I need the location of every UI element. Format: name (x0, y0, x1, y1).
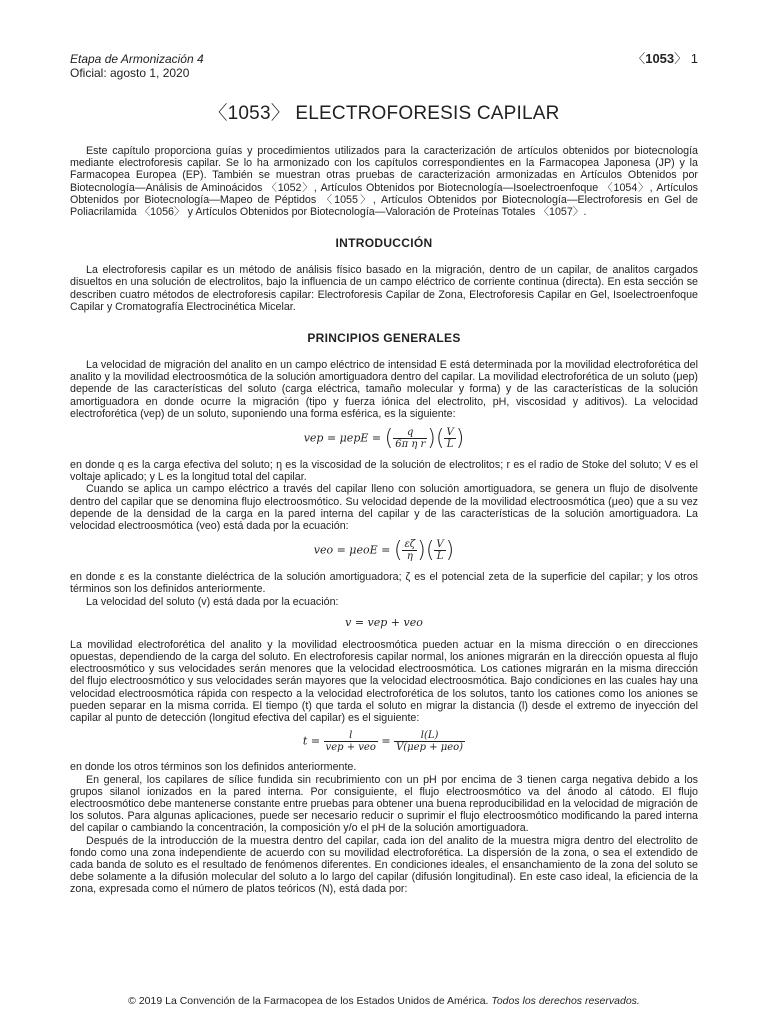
equation-electrophoretic-velocity: vep = μepE = ( $\frac{q}{\text{6π η r}}$ )( $\frac{V}{L}$ ) (303, 426, 465, 452)
rights-text: Todos los derechos reservados. (491, 995, 640, 1007)
eq2-numerator: εζ (404, 539, 416, 551)
principios-paragraph-5: La velocidad del soluto (v) está dada por la ecuación: (86, 595, 339, 608)
eq4-denominator-2: V(μep + μeo) (396, 742, 464, 754)
page-footer (0, 995, 768, 1007)
eq2-length: L (436, 551, 444, 563)
section-heading-principios: PRINCIPIOS GENERALES (307, 331, 461, 346)
eq1-denominator: 6π η r (395, 439, 426, 451)
page-header (70, 52, 698, 80)
copyright-text: © 2019 La Convención de la Farmacopea de los Estados Unidos de América. (128, 995, 489, 1007)
principios-paragraph-6: La movilidad electroforética del analito y la movilidad electroosmótica pueden actuar en la misma dirección o en direcciones opuestas, dependiendo de la carga del soluto. En electroforesis capilar normal, los aniones migrarán en la dirección opuesta al flujo electroosmótico y sus velocidades serán menores que la velocidad electroosmótica. Los cationes migrarán en la misma dirección del flujo electroosmótico y sus velocidades serán mayores que la velocidad electroosmótica. Bajo condiciones en las cuales hay una velocidad electroosmótica rápida con respecto a la velocidad electroforética de los solutos, tanto los cationes como los aniones se pueden separar en la misma corrida. El tiempo (t) que tarda el soluto en migrar la distancia (l) desde el extremo de inyección del capilar al punto de detección (longitud efectiva del capilar) es el siguiente: (70, 638, 698, 725)
eq1-length: L (446, 439, 454, 451)
eq1-lhs: vep = μepE = (303, 431, 382, 445)
chapter-title: 〈1053〉 ELECTROFORESIS CAPILAR (208, 103, 560, 124)
eq4-numerator-1: l (324, 730, 378, 742)
principios-paragraph-9: Después de la introducción de la muestra dentro del capilar, cada ion del analito de la muestra migra dentro del electrolito de fondo como una zona independiente de acuerdo con su movilidad electroforética. La dispersión de la zona, o sea el extendido de cada banda de soluto es el resultado de fenómenos diferentes. En condiciones ideales, el ensanchamiento de la zona del soluto se debe solamente a la difusión molecular del soluto a lo largo del capilar (difusión longitudinal). En este caso ideal, la eficiencia de la zona, expresada como el número de platos teóricos (N), está dada por: (70, 834, 698, 896)
eq4-lhs: t = (302, 734, 321, 748)
document-page (70, 52, 698, 896)
equation-solute-velocity: v = vep + veo (345, 615, 423, 629)
eq2-voltage: V (436, 539, 444, 551)
eq2-lhs: veo = μeoE = (313, 543, 391, 557)
page-reference: 〈1053〉 1 (632, 51, 698, 66)
eq1-voltage: V (446, 427, 454, 439)
eq1-numerator: q (393, 427, 427, 439)
harmonization-stage: Etapa de Armonización 4 (70, 52, 204, 66)
eq4-denominator-1: vep + veo (325, 742, 376, 754)
introduccion-paragraph: La electroforesis capilar es un método de análisis físico basado en la migración, dentro de un capilar, de analitos cargados disueltos en una solución de electrolitos, bajo la influencia de un campo eléctrico de corriente continua (directa). En esta sección se describen cuatro métodos de electroforesis capilar: Electroforesis Capilar de Zona, Electroforesis Capilar en Gel, Isoelectroenfoque Capilar y Cromatografía Electrocinética Micelar. (70, 264, 698, 313)
page-number: 1 (690, 51, 698, 66)
principios-paragraph-8: En general, los capilares de sílice fundida sin recubrimiento con un pH por encima de 3 tienen carga negativa debido a los grupos silanol ionizados en la pared interna. Por consiguiente, el flujo electroosmótico va del ánodo al cátodo. El flujo electroosmótico debe mantenerse constante entre pruebas para obtener una buena reproducibilidad en la velocidad de migración de los solutos. Para algunas aplicaciones, puede ser necesario reducir o suprimir el flujo electroosmótico modificando la pared interna del capilar o cambiando la concentración, la composición y/o el pH de la solución amortiguadora. (70, 773, 699, 835)
principios-paragraph-7: en donde los otros términos son los definidos anteriormente. (70, 761, 357, 774)
official-date: Oficial: agosto 1, 2020 (70, 66, 190, 80)
principios-paragraph-2: en donde q es la carga efectiva del soluto; η es la viscosidad de la solución de electrolitos; r es el radio de Stoke del soluto; V es el voltaje aplicado; y L es la longitud total del capilar. (70, 459, 698, 484)
equation-electroosmotic-velocity: veo = μeoE = ( $\frac{\varepsilon\zeta}{\eta}$ )( $\frac{V}{L}$ ) (313, 538, 455, 564)
principios-paragraph-3: Cuando se aplica un campo eléctrico a través del capilar lleno con solución amortiguadora, se genera un flujo de disolvente dentro del capilar que se denomina flujo electroosmótico. Su velocidad depende de la movilidad electroosmótica (μeo) que a su vez depende de la densidad de la carga en la pared interna del capilar y de las características de la solución amortiguadora. La velocidad electroosmótica (veo) está dada por la ecuación: (70, 483, 698, 533)
section-heading-introduccion: INTRODUCCIÓN (335, 236, 433, 251)
intro-paragraph: Este capítulo proporciona guías y procedimientos utilizados para la caracterización de artículos obtenidos por biotecnología mediante electroforesis capilar. Se lo ha armonizado con los capítulos correspondientes en la Farmacopea Japonesa (JP) y la Farmacopea Europea (EP). También se muestran otras pruebas de caracterización armonizadas en Artículos Obtenidos por Biotecnología—Análisis de Aminoácidos 〈1052〉, Artículos Obtenidos por Biotecnología—Isoelectroenfoque 〈1054〉, Artículos Obtenidos por Biotecnología—Mapeo de Péptidos 〈1055〉, Artículos Obtenidos por Biotecnología—Electroforesis en Gel de Poliacrilamida 〈1056〉 y Artículos Obtenidos por Biotecnología—Valoración de Proteínas Totales 〈1057〉. (70, 145, 698, 219)
equation-migration-time: t = $\frac{l}{\text{vep + veo}}$ = $\frac{l(L)}{\text{V(μep + μeo)}}$ (302, 730, 464, 754)
eq2-denominator: η (406, 551, 413, 563)
principios-paragraph-4: en donde ε es la constante dieléctrica de la solución amortiguadora; ζ es el potencial zeta de la superficie del capilar; y los otros términos son los definidos anteriormente. (70, 571, 698, 596)
chapter-number: 1053 (645, 51, 675, 66)
principios-paragraph-1: La velocidad de migración del analito en un campo eléctrico de intensidad E está determinada por la movilidad electroforética del analito y la movilidad electroosmótica de la solución amortiguadora dentro del capilar. La movilidad electroforética de un soluto (μep) depende de las características del soluto (carga eléctrica, tamaño molecular y forma) y de las características de la solución amortiguadora en donde ocurre la migración (tipo y fuerza iónica del electrolito, pH, viscosidad y aditivos). La velocidad electroforética (vep) de un soluto, suponiendo una forma esférica, es la siguiente: (70, 359, 698, 420)
eq4-numerator-2: l(L) (394, 730, 465, 742)
